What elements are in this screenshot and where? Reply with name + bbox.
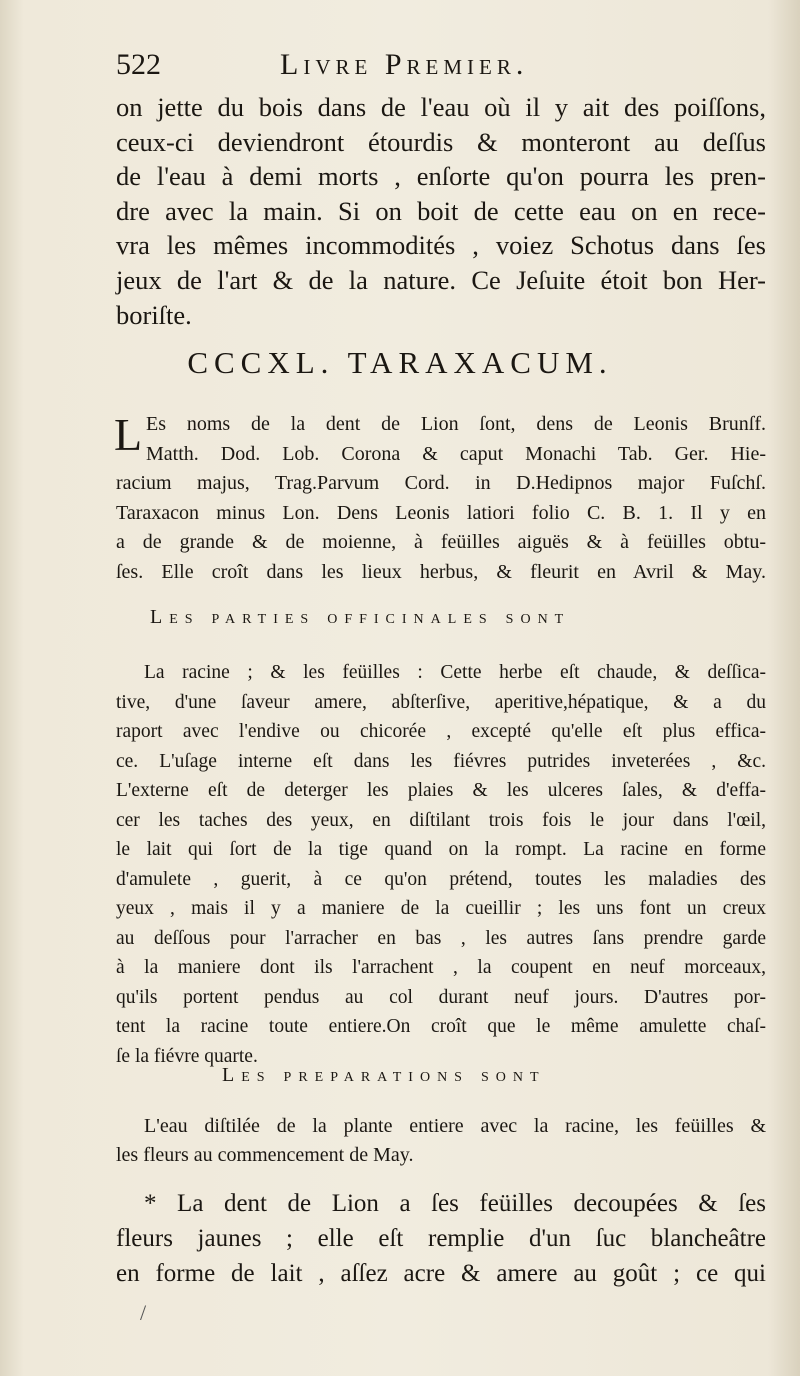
paragraph-continuation — [116, 90, 766, 332]
text-line: raport avec l'endive ou chicorée , excepté qu'elle eſt plus effica- — [116, 721, 766, 742]
drop-cap: L — [114, 409, 143, 460]
text-line: au deſſous pour l'arracher en bas , les autres ſans prendre garde — [116, 927, 766, 949]
text-line: le lait qui ſort de la tige quand on la rompt. La racine en forme — [116, 839, 766, 860]
text-line: jeux de l'art & de la nature. Ce Jeſuite étoit bon Her- — [116, 264, 766, 295]
paragraph-parties — [116, 658, 766, 1071]
text-line: de l'eau à demi morts , enſorte qu'on pourra les pren- — [116, 161, 766, 192]
paragraph-preparations — [116, 1112, 766, 1170]
text-line: boriſte. — [116, 299, 192, 330]
text-line: Matth. Dod. Lob. Corona & caput Monachi Tab. Ger. Hie- — [146, 442, 766, 465]
text-line: ſe la fiévre quarte. — [116, 1045, 258, 1067]
text-line: a de grande & de moienne, à feüilles aiguës & à feüilles obtu- — [116, 531, 766, 554]
text-line: Taraxacon minus Lon. Dens Leonis latiori folio C. B. 1. Il y en — [116, 501, 766, 524]
text-line: yeux , mais il y a maniere de la cueillir ; les uns font un creux — [116, 898, 766, 919]
text-line: d'amulete , guerit, à ce qu'on prétend, toutes les maladies des — [116, 868, 766, 890]
text-line: L'externe eſt de deterger les plaies & les ulceres ſales, & d'effa- — [116, 780, 766, 801]
text-line: ſes. Elle croît dans les lieux herbus, & fleurit en Avril & May. — [116, 560, 766, 583]
text-line: dre avec la main. Si on boit de cette eau on en rece- — [116, 195, 766, 226]
text-line: * La dent de Lion a ſes feüilles decoupées & ſes — [144, 1190, 766, 1217]
text-line: on jette du bois dans de l'eau où il y ait des poiſſons, — [116, 92, 766, 122]
text-line: tent la racine toute entiere.On croît que le même amulette chaſ- — [116, 1016, 766, 1037]
text-line: racium majus, Trag.Parvum Cord. in D.Hedipnos major Fuſchſ. — [116, 472, 766, 495]
page-number: 522 — [116, 48, 161, 81]
text-line: en forme de lait , aſſez acre & amere au goût ; ce qui — [116, 1260, 766, 1287]
text-line: fleurs jaunes ; elle eſt remplie d'un ſuc blancheâtre — [116, 1225, 766, 1252]
section-heading-officinales: Les parties officinales sont — [150, 606, 571, 628]
text-line: cer les taches des yeux, en diſtilant trois fois le jour dans l'œil, — [116, 809, 766, 831]
text-line: ce. L'uſage interne eſt dans les fiévres putrides inveterées , &c. — [116, 750, 766, 772]
text-line: L'eau diſtilée de la plante entiere avec la racine, les feüilles & — [144, 1115, 766, 1137]
running-title: Livre Premier. — [280, 48, 529, 81]
text-line: à la maniere dont ils l'arrachent , la coupent en neuf morceaux, — [116, 957, 766, 978]
paragraph-note — [116, 1186, 766, 1291]
text-line: La racine ; & les feüilles : Cette herbe eſt chaude, & deſſica- — [144, 662, 766, 683]
text-line: Es noms de la dent de Lion ſont, dens de Leonis Brunſf. — [146, 413, 766, 435]
text-line: vra les mêmes incommodités , voiez Schotus dans ſes — [116, 230, 766, 261]
text-line: tive, d'une ſaveur amere, abſterſive, aperitive,hépatique, & a du — [116, 691, 766, 713]
text-line: les fleurs au commencement de May. — [116, 1144, 414, 1166]
text-line: ceux-ci deviendront étourdis & monteront au deſſus — [116, 126, 766, 157]
section-heading-preparations: Les preparations sont — [222, 1064, 546, 1086]
margin-mark: / — [140, 1300, 147, 1325]
page-header — [116, 48, 766, 92]
paragraph-names — [116, 410, 766, 588]
entry-title: CCCXL. TARAXACUM. — [187, 345, 613, 380]
text-line: qu'ils portent pendus au col durant neuf jours. D'autres por- — [116, 986, 766, 1008]
